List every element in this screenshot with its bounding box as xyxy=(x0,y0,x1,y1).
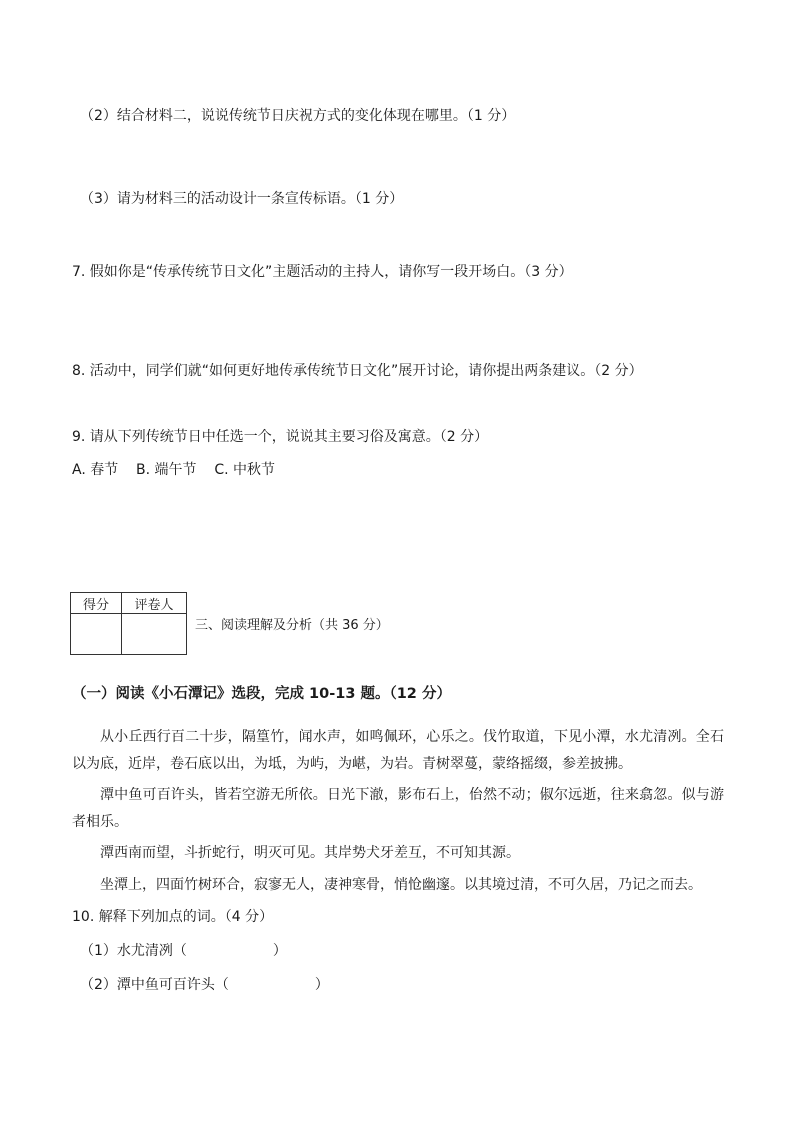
passage-paragraph-4: 坐潭上，四面竹树环合，寂寥无人，凄神寒骨，悄怆幽邃。以其境过清，不可久居，乃记之而去。 xyxy=(100,877,702,893)
question-10-item-1 xyxy=(80,941,287,961)
score-table xyxy=(70,592,187,655)
score-header: 得分 xyxy=(71,593,122,614)
question-9-options: A. 春节 B. 端午节 C. 中秋节 xyxy=(72,462,276,478)
question-6-3: （3）请为材料三的活动设计一条宣传标语。（1 分） xyxy=(80,191,404,207)
question-10-item-2 xyxy=(80,975,329,995)
passage-paragraph-1: 从小丘西行百二十步，隔篁竹，闻水声，如鸣佩环，心乐之。伐竹取道，下见小潭，水尤清冽。全石以为底，近岸，卷石底以出，为坻，为屿，为嵁，为岩。青树翠蔓，蒙络摇缀，参差披拂。 xyxy=(72,729,724,772)
question-10-item-2-close: ） xyxy=(314,977,329,993)
score-cell xyxy=(71,614,122,655)
question-8: 8. 活动中，同学们就“如何更好地传承传统节日文化”展开讨论，请你提出两条建议。（2 分） xyxy=(72,363,643,379)
grader-header: 评卷人 xyxy=(122,593,187,614)
section-3-title: 三、阅读理解及分析（共 36 分） xyxy=(195,618,389,633)
question-6-2: （2）结合材料二，说说传统节日庆祝方式的变化体现在哪里。（1 分） xyxy=(80,108,516,124)
question-9: 9. 请从下列传统节日中任选一个，说说其主要习俗及寓意。（2 分） xyxy=(72,429,489,445)
passage-paragraph-2: 潭中鱼可百许头，皆若空游无所依。日光下澈，影布石上，佁然不动；俶尔远逝，往来翕忽。似与游者相乐。 xyxy=(72,787,724,830)
question-10: 10. 解释下列加点的词。（4 分） xyxy=(72,909,274,925)
passage-paragraph-3: 潭西南而望，斗折蛇行，明灭可见。其岸势犬牙差互，不可知其源。 xyxy=(100,845,520,861)
passage-heading: （一）阅读《小石潭记》选段，完成 10-13 题。（12 分） xyxy=(72,686,451,702)
grader-cell xyxy=(122,614,187,655)
question-10-item-1-text: （1）水尤清冽（ xyxy=(80,943,187,959)
question-10-item-2-text: （2）潭中鱼可百许头（ xyxy=(80,977,229,993)
question-10-item-1-close: ） xyxy=(272,943,287,959)
question-7: 7. 假如你是“传承传统节日文化”主题活动的主持人，请你写一段开场白。（3 分） xyxy=(72,264,573,280)
